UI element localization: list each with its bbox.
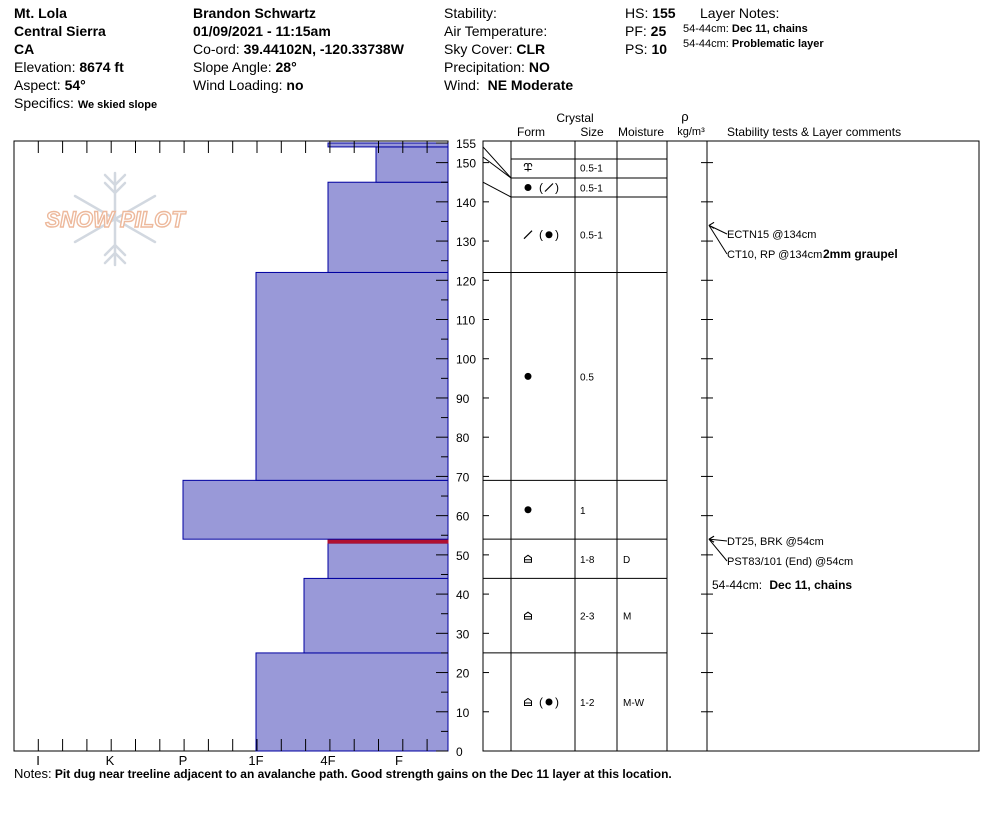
wind-loading-label: Wind Loading: [193,77,283,93]
stability-test-text: PST83/101 (End) @54cm [727,556,854,568]
y-tick-label: 10 [456,705,470,720]
precip-value: NO [528,59,550,75]
size-header: Size [580,125,604,139]
y-tick-label: 0 [456,745,463,759]
hardness-bar-problem-layer [328,539,448,543]
y-tick-label: 30 [456,627,470,642]
observer-name: Brandon Schwartz [193,5,316,21]
aspect-label: Aspect: [14,77,61,93]
pit-notes [14,766,672,781]
observation-datetime: 01/09/2021 - 11:15am [193,23,331,39]
stability-test-text: CT10, RP @134cm [727,249,823,261]
y-tick-label: 20 [456,666,470,681]
layer-moisture: M [623,611,632,623]
layer-note-2-range: 54-44cm: [683,38,729,50]
layer-connector [483,182,511,197]
ps-value: 10 [651,41,668,57]
y-tick-label: 110 [456,313,476,328]
layer-size: 1 [580,505,586,517]
layer-size: 1-2 [580,697,595,709]
y-tick-label: 130 [456,235,477,250]
layer-size: 2-3 [580,611,595,623]
y-tick-label: 100 [456,352,477,367]
layer-comment-text: Dec 11, chains [769,578,853,592]
rounded-grain-icon [525,373,532,380]
faceted-crystal-icon [525,612,532,619]
layer-comment [712,578,852,592]
notes-text: Pit dug near treeline adjacent to an avalanche path. Good strength gains on the Dec 11 layer at this location. [54,767,672,781]
crystal-header: Crystal [556,111,594,125]
layer-moisture: D [623,554,631,566]
pf-label: PF: [625,23,647,39]
form-paren: ) [555,694,559,709]
logo-text: SNOW PILOT [45,207,185,232]
air-temp-label: Air Temperature: [444,23,548,39]
location-name: Mt. Lola [14,5,67,21]
hardness-bar [328,182,448,272]
layer-note-2-text: Problematic layer [731,38,824,50]
y-tick-label: 120 [456,274,477,289]
layer-connector [483,157,511,178]
faceted-crystal-icon [525,555,532,562]
decomposing-fragment-icon [545,184,553,192]
slope-label: Slope Angle: [193,59,272,75]
specifics-label: Specifics: [14,95,74,111]
decomposing-fragment-icon [524,231,532,239]
elevation-value: 8674 ft [79,59,124,75]
form-paren: ( [539,227,543,242]
layer-comment-range: 54-44cm: [712,578,763,592]
sky-value: CLR [516,41,546,57]
y-tick-label: 60 [456,509,470,524]
y-tick-label: 70 [456,470,470,485]
faceted-crystal-icon [525,698,532,705]
layer-size: 0.5-1 [580,163,603,175]
ps-label: PS: [625,41,648,57]
density-symbol: ρ [681,109,689,124]
hardness-label: P [178,753,188,768]
wind-loading-value: no [286,77,304,93]
layer-size: 0.5 [580,372,594,384]
layer-note-1-range: 54-44cm: [683,23,729,35]
range-name: Central Sierra [14,23,106,39]
form-paren: ) [555,227,559,242]
hardness-bar [376,147,448,182]
slope-value: 28° [275,59,297,75]
hardness-bar [328,143,448,147]
stability-test-text: DT25, BRK @54cm [727,536,824,548]
hs-label: HS: [625,5,649,21]
rounded-grain-icon [546,231,553,238]
layer-notes-title: Layer Notes: [700,5,780,21]
specifics-value: We skied slope [77,99,158,111]
hardness-label: 4F [320,753,336,768]
form-paren: ) [555,180,559,195]
rounded-grain-icon [546,698,553,705]
y-tick-label: 40 [456,588,470,603]
form-paren: ( [539,180,543,195]
moisture-header: Moisture [617,125,665,139]
stability-test-note: 2mm graupel [823,247,898,261]
notes-label: Notes: [14,766,52,781]
precip-label: Precipitation: [444,59,525,75]
y-tick-label: 90 [456,391,470,406]
rounded-grain-icon [525,506,532,513]
layer-note-1-text: Dec 11, chains [731,23,808,35]
wind-value: NE Moderate [487,77,574,93]
y-tick-label: 155 [456,136,477,151]
stability-label: Stability: [444,5,497,21]
layer-size: 0.5-1 [580,183,603,195]
form-header: Form [517,125,545,139]
elevation-label: Elevation: [14,59,76,75]
hardness-label: 1F [248,753,264,768]
hardness-label: K [105,753,115,768]
sky-label: Sky Cover: [444,41,513,57]
layer-size: 1-8 [580,554,595,566]
y-tick-label: 50 [456,548,470,563]
stability-test-leader [709,539,727,561]
snowflake-logo-icon [45,173,186,265]
precipitation-particle-icon [524,164,532,172]
coord-label: Co-ord: [193,41,240,57]
hardness-bar [256,272,448,480]
coord-value: 39.44102N, -120.33738W [243,41,404,57]
layer-size: 0.5-1 [580,230,603,242]
y-tick-label: 140 [456,195,477,210]
hardness-bar [328,543,448,578]
hardness-bar [183,480,448,539]
stability-test-text: ECTN15 @134cm [727,229,817,241]
hs-value: 155 [652,5,676,21]
hardness-label: F [395,753,403,768]
y-tick-label: 150 [456,156,477,171]
hardness-bar [304,578,448,653]
y-tick-label: 80 [456,431,470,446]
layer-moisture: M-W [623,697,645,709]
comments-header: Stability tests & Layer comments [727,125,902,139]
density-unit: kg/m³ [677,126,705,138]
aspect-value: 54° [64,77,86,93]
wind-label: Wind: [444,77,480,93]
state-name: CA [14,41,35,57]
pf-value: 25 [650,23,667,39]
hardness-bar [256,653,448,751]
hardness-label: I [36,753,40,768]
rounded-grain-icon [525,184,532,191]
form-paren: ( [539,694,543,709]
